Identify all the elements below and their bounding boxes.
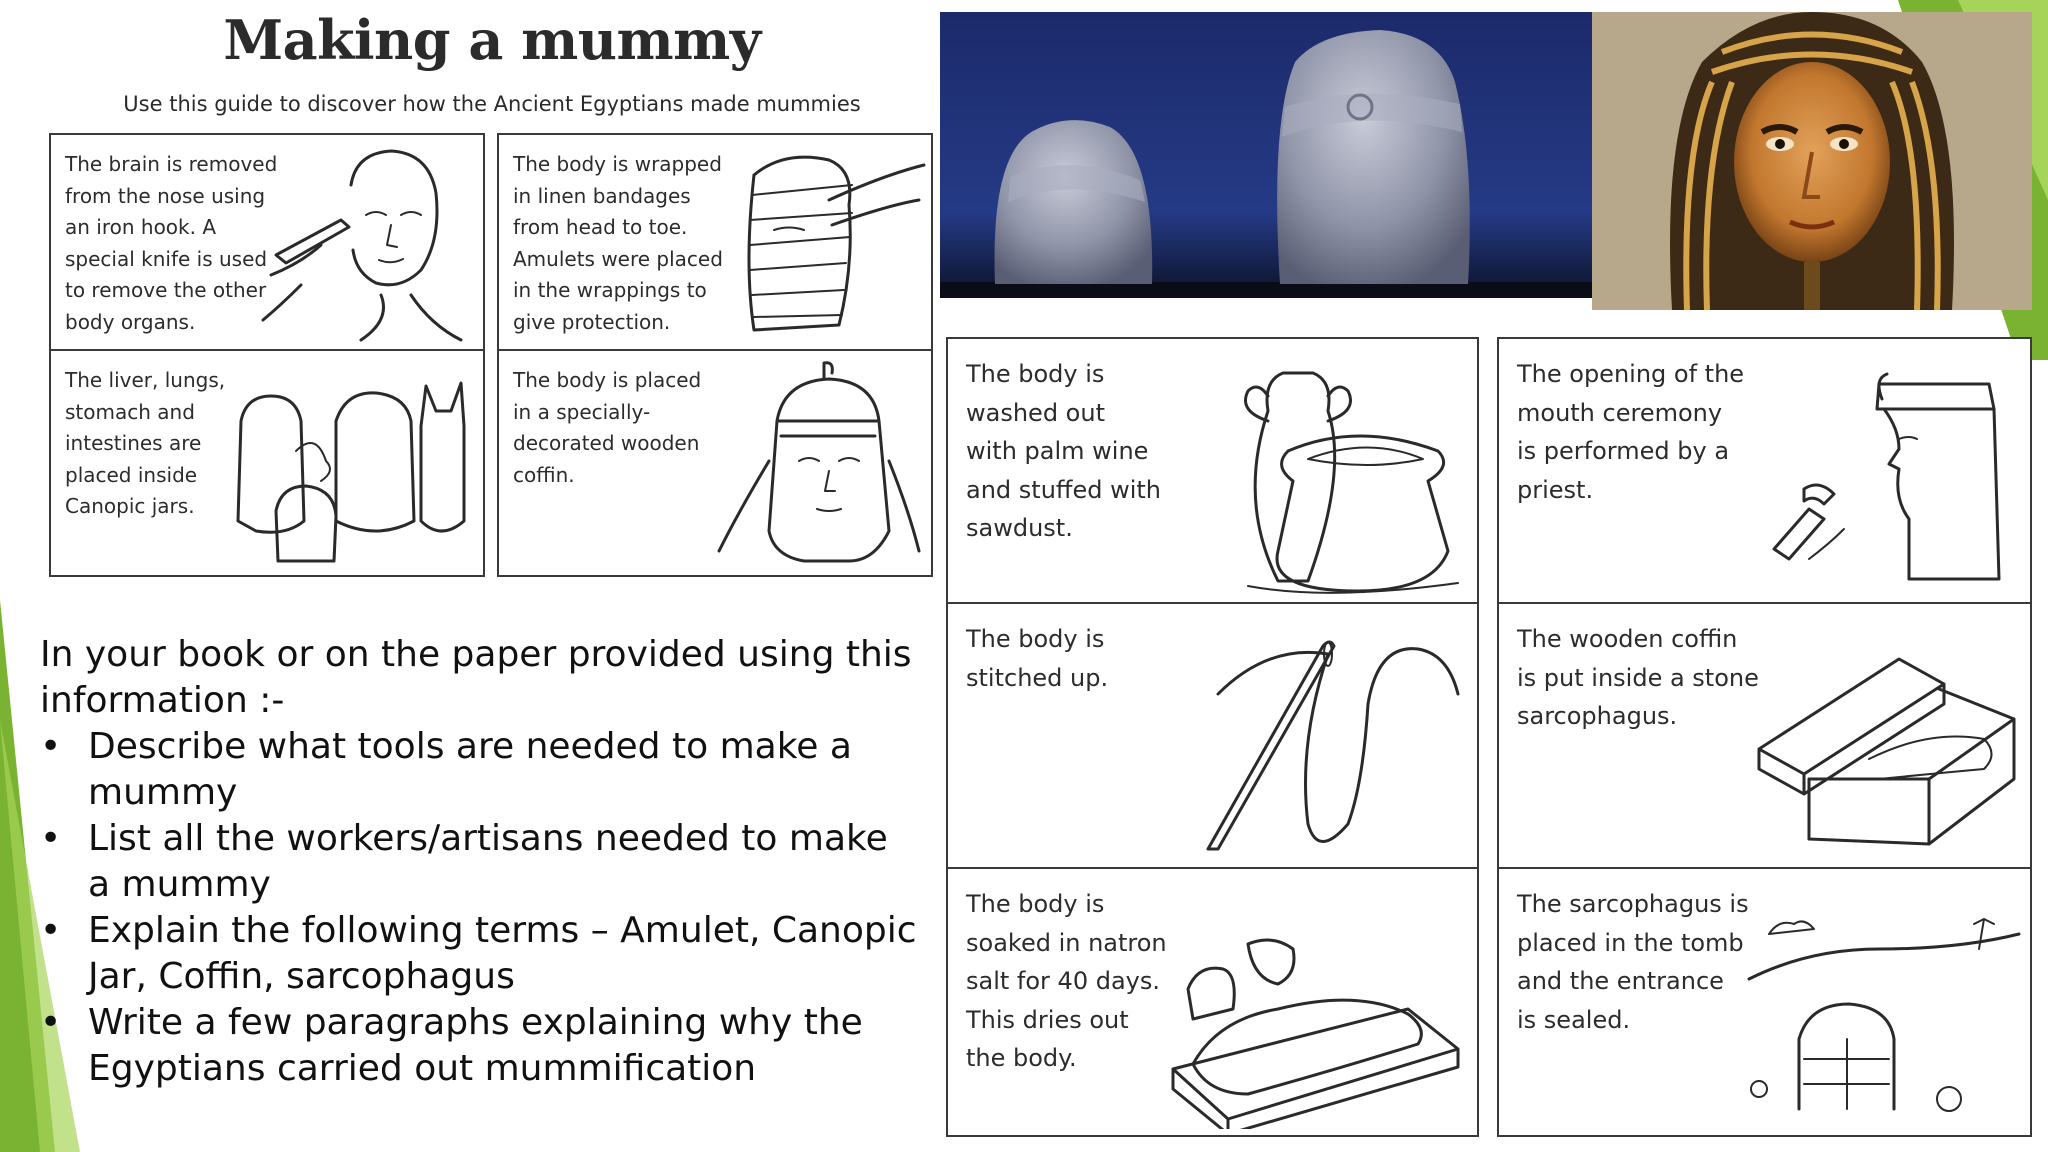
cell-text: The sarcophagus is placed in the tomb and the entrance is sealed.: [1517, 890, 1749, 1034]
cell-text: The body is washed out with palm wine and stuffed with sawdust.: [966, 360, 1161, 542]
instruction-item: • Explain the following terms – Amulet, Canopic Jar, Coffin, sarcophagus: [40, 908, 920, 1000]
worksheet-cell-coffin: [497, 349, 933, 577]
panel-cell-tomb: [1497, 867, 2032, 1137]
panel-cell-ceremony: [1497, 337, 2032, 604]
wrapped-mummy-icon: [714, 145, 929, 345]
panel-cell-stitched: [946, 602, 1479, 869]
cell-text: The brain is removed from the nose using an iron hook. A special knife is used to remove the other body organs.: [65, 152, 278, 334]
priest-icon: [1749, 369, 2029, 599]
cell-text: The body is stitched up.: [966, 625, 1109, 692]
instructions-list: [40, 724, 920, 1092]
instructions: [40, 632, 920, 1092]
cell-text: The liver, lungs, stomach and intestines are placed inside Canopic jars.: [65, 368, 226, 518]
instructions-intro: In your book or on the paper provided using this information :-: [40, 634, 912, 721]
worksheet-cell-brain: [49, 133, 485, 351]
instruction-item: • Describe what tools are needed to make a mummy: [40, 724, 920, 816]
cell-text: The body is soaked in natron salt for 40 days. This dries out the body.: [966, 890, 1167, 1072]
panel-cell-natron: [946, 867, 1479, 1137]
needle-thread-icon: [1188, 624, 1478, 854]
cell-text: The body is wrapped in linen bandages from head to toe. Amulets were placed in the wrappings to give protection.: [513, 152, 723, 334]
worksheet-cell-canopic: [49, 349, 485, 577]
worksheet-grid: [49, 133, 933, 577]
cell-text: The body is placed in a specially- decorated wooden coffin.: [513, 368, 702, 487]
tomb-icon: [1729, 909, 2029, 1129]
steps-panel: [946, 337, 2032, 1137]
panel-cell-sarcophagus: [1497, 602, 2032, 869]
worksheet-title: Making a mummy: [223, 8, 761, 72]
canopic-jars-icon: [226, 371, 481, 571]
instruction-item: • Write a few paragraphs explaining why the Egyptians carried out mummification: [40, 1000, 920, 1092]
canopic-lids-photo: [940, 12, 1592, 298]
cell-text: The wooden coffin is put inside a stone sarcophagus.: [1517, 625, 1759, 730]
brain-hook-icon: [261, 145, 481, 345]
natron-tray-icon: [1158, 919, 1478, 1129]
sarcophagus-icon: [1749, 629, 2029, 859]
panel-cell-washed: [946, 337, 1479, 604]
wooden-coffin-icon: [699, 361, 929, 571]
worksheet-subtitle: Use this guide to discover how the Ancient Egyptians made mummies: [123, 92, 861, 116]
jar-sawdust-icon: [1208, 351, 1478, 601]
instruction-item: • List all the workers/artisans needed to make a mummy: [40, 816, 920, 908]
worksheet-cell-wrapping: [497, 133, 933, 351]
mummy-mask-photo: [1592, 12, 2032, 310]
cell-text: The opening of the mouth ceremony is performed by a priest.: [1517, 360, 1745, 504]
